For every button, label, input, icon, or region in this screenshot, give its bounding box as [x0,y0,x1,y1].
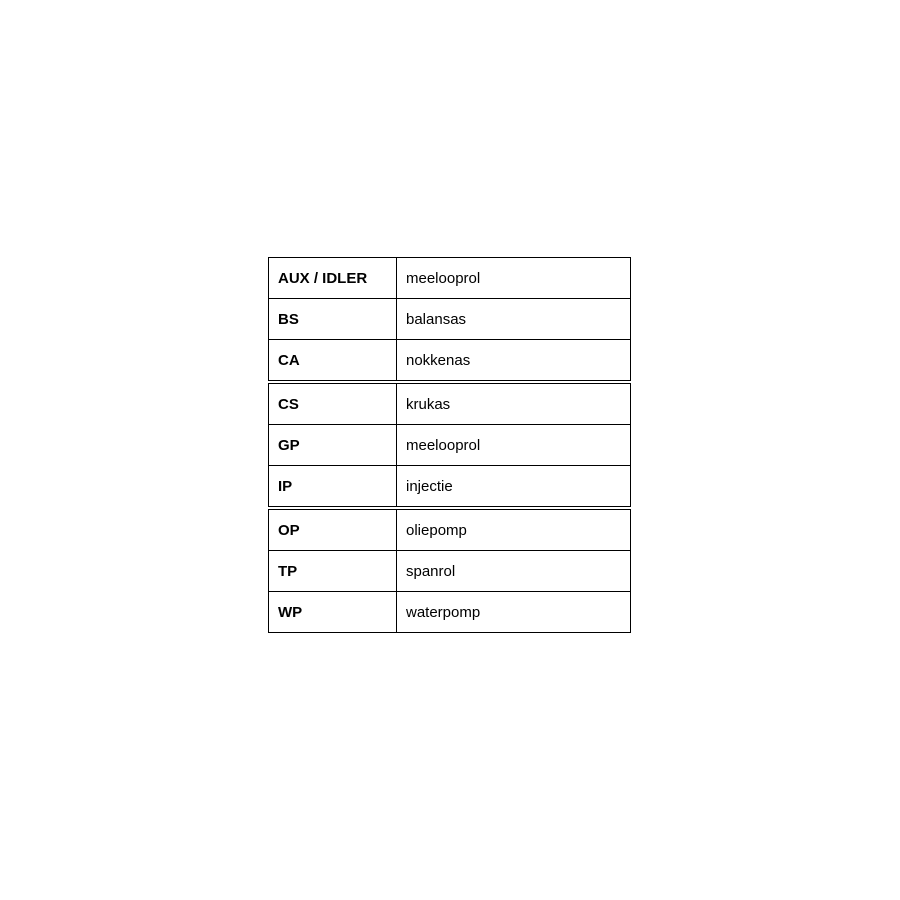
abbreviation-cell: BS [269,299,397,340]
legend-table-section-1 [268,257,631,381]
table-row [269,258,631,299]
table-row [269,425,631,466]
abbreviation-cell: OP [269,510,397,551]
table-row [269,551,631,592]
abbreviation-cell: AUX / IDLER [269,258,397,299]
table-row [269,299,631,340]
term-cell: krukas [397,384,631,425]
abbreviation-cell: CS [269,384,397,425]
abbreviation-cell: WP [269,592,397,633]
abbreviation-cell: CA [269,340,397,381]
table-row [269,592,631,633]
legend-table-section-2 [268,383,631,507]
term-cell: spanrol [397,551,631,592]
table-row [269,340,631,381]
term-cell: nokkenas [397,340,631,381]
term-cell: waterpomp [397,592,631,633]
abbreviation-cell: GP [269,425,397,466]
abbreviation-cell: IP [269,466,397,507]
table-row [269,384,631,425]
term-cell: balansas [397,299,631,340]
table-row [269,510,631,551]
term-cell: meelooprol [397,425,631,466]
term-cell: injectie [397,466,631,507]
legend-table-section-3 [268,509,631,633]
abbreviation-cell: TP [269,551,397,592]
term-cell: oliepomp [397,510,631,551]
table-row [269,466,631,507]
legend-table [268,257,631,633]
term-cell: meelooprol [397,258,631,299]
